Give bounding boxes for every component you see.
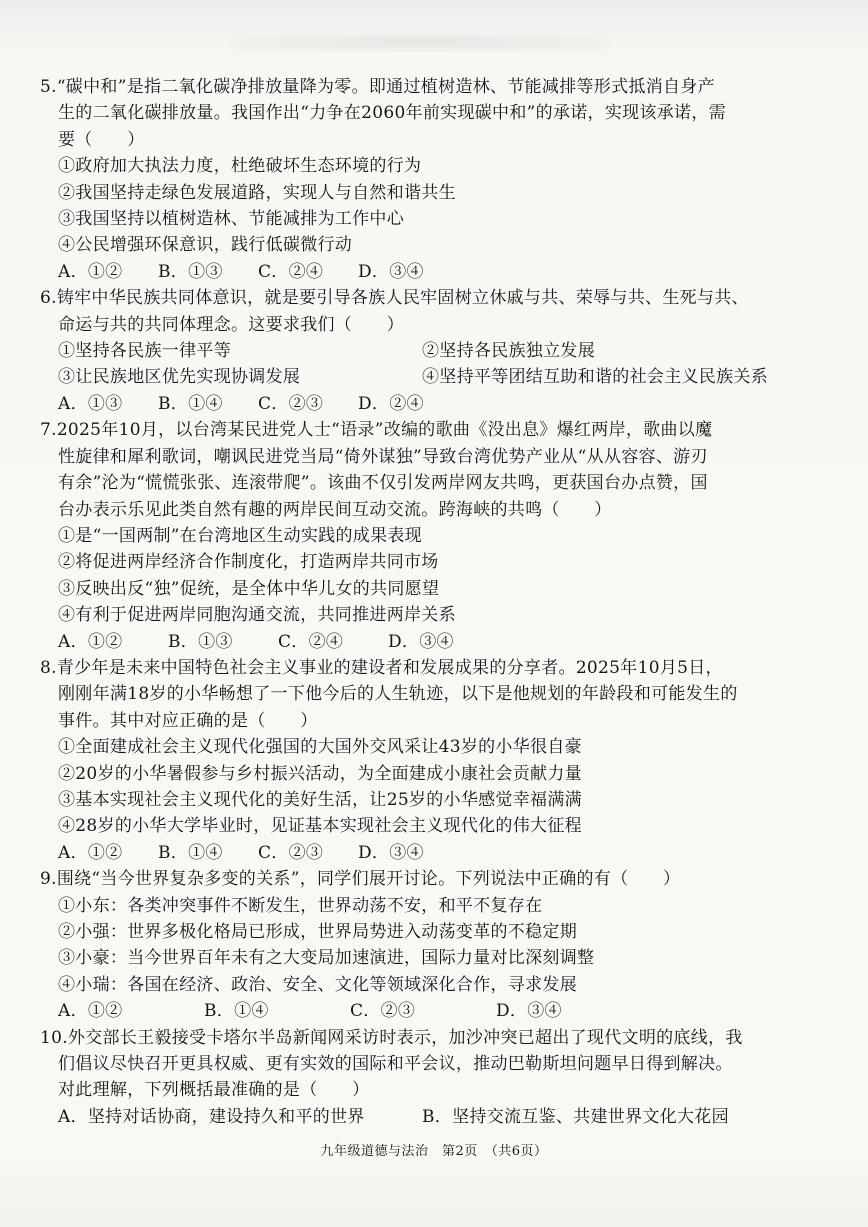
question-10-line-1: 10.外交部长王毅接受卡塔尔半岛新闻网采访时表示，加沙冲突已超出了现代文明的底线，我 [40, 1027, 743, 1048]
scan-artifact [230, 34, 610, 52]
question-8-line-2: 刚刚年满18岁的小华畅想了一下他今后的人生轨迹，以下是他规划的年龄段和可能发生的 [58, 684, 738, 705]
question-6-options [40, 391, 840, 417]
option-c[interactable]: C．②③ [350, 1001, 416, 1022]
page-footer: 九年级道德与法治 第2页 （共6页） [320, 1144, 548, 1159]
question-6-item-4: ④坚持平等团结互助和谐的社会主义民族关系 [422, 367, 768, 388]
option-d[interactable]: D．③④ [388, 631, 454, 652]
question-7-options [40, 629, 840, 655]
question-list [40, 74, 840, 1130]
question-6-item-2: ②坚持各民族独立发展 [422, 341, 595, 362]
question-8-item-4: ④28岁的小华大学毕业时，见证基本实现社会主义现代化的伟大征程 [58, 816, 582, 837]
question-9-item-3: ③小豪：当今世界百年未有之大变局加速演进，国际力量对比深刻调整 [58, 948, 595, 969]
option-d[interactable]: D．③④ [358, 261, 424, 282]
option-a[interactable]: A．①② [58, 842, 123, 863]
option-b[interactable]: B．坚持交流互鉴、共建世界文化大花园 [422, 1106, 729, 1127]
question-7-item-2: ②将促进两岸经济合作制度化，打造两岸共同市场 [58, 552, 439, 573]
option-a[interactable]: A．①③ [58, 393, 123, 414]
question-10-line-2: 们倡议尽快召开更具权威、更有实效的国际和平会议，推动巴勒斯坦问题早日得到解决。 [58, 1054, 733, 1075]
question-7-item-4: ④有利于促进两岸同胞沟通交流，共同推进两岸关系 [58, 605, 456, 626]
option-c[interactable]: C．②③ [258, 393, 324, 414]
option-a[interactable]: A．坚持对话协商，建设持久和平的世界 [58, 1106, 365, 1127]
question-6-items-row-1 [40, 338, 840, 364]
question-9 [40, 866, 840, 1024]
question-9-item-1: ①小东：各类冲突事件不断发生，世界动荡不安，和平不复存在 [58, 895, 543, 916]
question-6-line-2: 命运与共的共同体理念。这要求我们（ ） [58, 314, 404, 335]
question-8 [40, 655, 840, 866]
question-5 [40, 74, 840, 285]
question-9-options [40, 998, 840, 1024]
question-7-item-1: ①是“一国两制”在台湾地区生动实践的成果表现 [58, 525, 422, 546]
option-c[interactable]: C．②③ [258, 842, 324, 863]
option-d[interactable]: D．③④ [496, 1001, 562, 1022]
question-8-item-3: ③基本实现社会主义现代化的美好生活，让25岁的小华感觉幸福满满 [58, 789, 582, 810]
question-8-options [40, 840, 840, 866]
question-8-line-3: 事件。其中对应正确的是（ ） [58, 710, 318, 731]
question-9-line-1: 9.围绕“当今世界复杂多变的关系”，同学们展开讨论。下列说法中正确的有（ ） [40, 869, 681, 890]
question-5-item-2: ②我国坚持走绿色发展道路，实现人与自然和谐共生 [58, 182, 456, 203]
option-c[interactable]: C．②④ [278, 631, 344, 652]
question-9-item-4: ④小瑞：各国在经济、政治、安全、文化等领域深化合作，寻求发展 [58, 974, 577, 995]
question-6-item-3: ③让民族地区优先实现协调发展 [58, 367, 301, 388]
question-7-line-2: 性旋律和犀利歌词，嘲讽民进党当局“倚外谋独”导致台湾优势产业从“从从容容、游刃 [58, 446, 708, 467]
question-5-item-1: ①政府加大执法力度，杜绝破坏生态环境的行为 [58, 156, 422, 177]
question-5-item-4: ④公民增强环保意识，践行低碳微行动 [58, 235, 353, 256]
question-8-item-1: ①全面建成社会主义现代化强国的大国外交风采让43岁的小华很自豪 [58, 737, 582, 758]
question-6-items-row-2 [40, 364, 840, 390]
question-5-item-3: ③我国坚持以植树造林、节能减排为工作中心 [58, 209, 404, 230]
question-6 [40, 285, 840, 417]
question-5-options [40, 259, 840, 285]
option-a[interactable]: A．①② [58, 631, 123, 652]
question-6-item-1: ①坚持各民族一律平等 [58, 341, 231, 362]
option-b[interactable]: B．①④ [158, 393, 223, 414]
question-6-line-1: 6.铸牢中华民族共同体意识，就是要引导各族人民牢固树立休戚与共、荣辱与共、生死与共、 [40, 288, 749, 309]
question-9-item-2: ②小强：世界多极化格局已形成，世界局势进入动荡变革的不稳定期 [58, 922, 577, 942]
question-10-options [40, 1104, 840, 1130]
question-7-line-3: 有余”沦为“慌慌张张、连滚带爬”。该曲不仅引发两岸网友共鸣，更获国台办点赞，国 [58, 473, 708, 494]
question-10-line-3: 对此理解，下列概括最准确的是（ ） [58, 1080, 370, 1101]
question-7-line-4: 台办表示乐见此类自然有趣的两岸民间互动交流。跨海峡的共鸣（ ） [58, 499, 612, 520]
question-7-item-3: ③反映出反“独”促统，是全体中华儿女的共同愿望 [58, 578, 440, 599]
question-8-line-1: 8.青少年是未来中国特色社会主义事业的建设者和发展成果的分享者。2025年10月5日， [40, 657, 723, 678]
option-b[interactable]: B．①④ [204, 1001, 269, 1022]
question-8-item-2: ②20岁的小华暑假参与乡村振兴活动，为全面建成小康社会贡献力量 [58, 763, 582, 784]
option-d[interactable]: D．②④ [358, 393, 424, 414]
question-10 [40, 1025, 840, 1131]
question-5-line-2: 生的二氧化碳排放量。我国作出“力争在2060年前实现碳中和”的承诺，实现该承诺，需 [58, 103, 726, 124]
option-d[interactable]: D．③④ [358, 842, 424, 863]
option-a[interactable]: A．①② [58, 1001, 123, 1022]
option-c[interactable]: C．②④ [258, 261, 324, 282]
question-5-line-3: 要（ ） [58, 129, 145, 150]
option-b[interactable]: B．①④ [158, 842, 223, 863]
option-b[interactable]: B．①③ [158, 261, 223, 282]
question-7 [40, 417, 840, 655]
question-5-line-1: 5.“碳中和”是指二氧化碳净排放量降为零。即通过植树造林、节能减排等形式抵消自身产 [40, 77, 715, 97]
option-b[interactable]: B．①③ [168, 631, 233, 652]
option-a[interactable]: A．①② [58, 261, 123, 282]
question-7-line-1: 7.2025年10月，以台湾某民进党人士“语录”改编的歌曲《没出息》爆红两岸，歌曲以魔 [40, 420, 713, 441]
